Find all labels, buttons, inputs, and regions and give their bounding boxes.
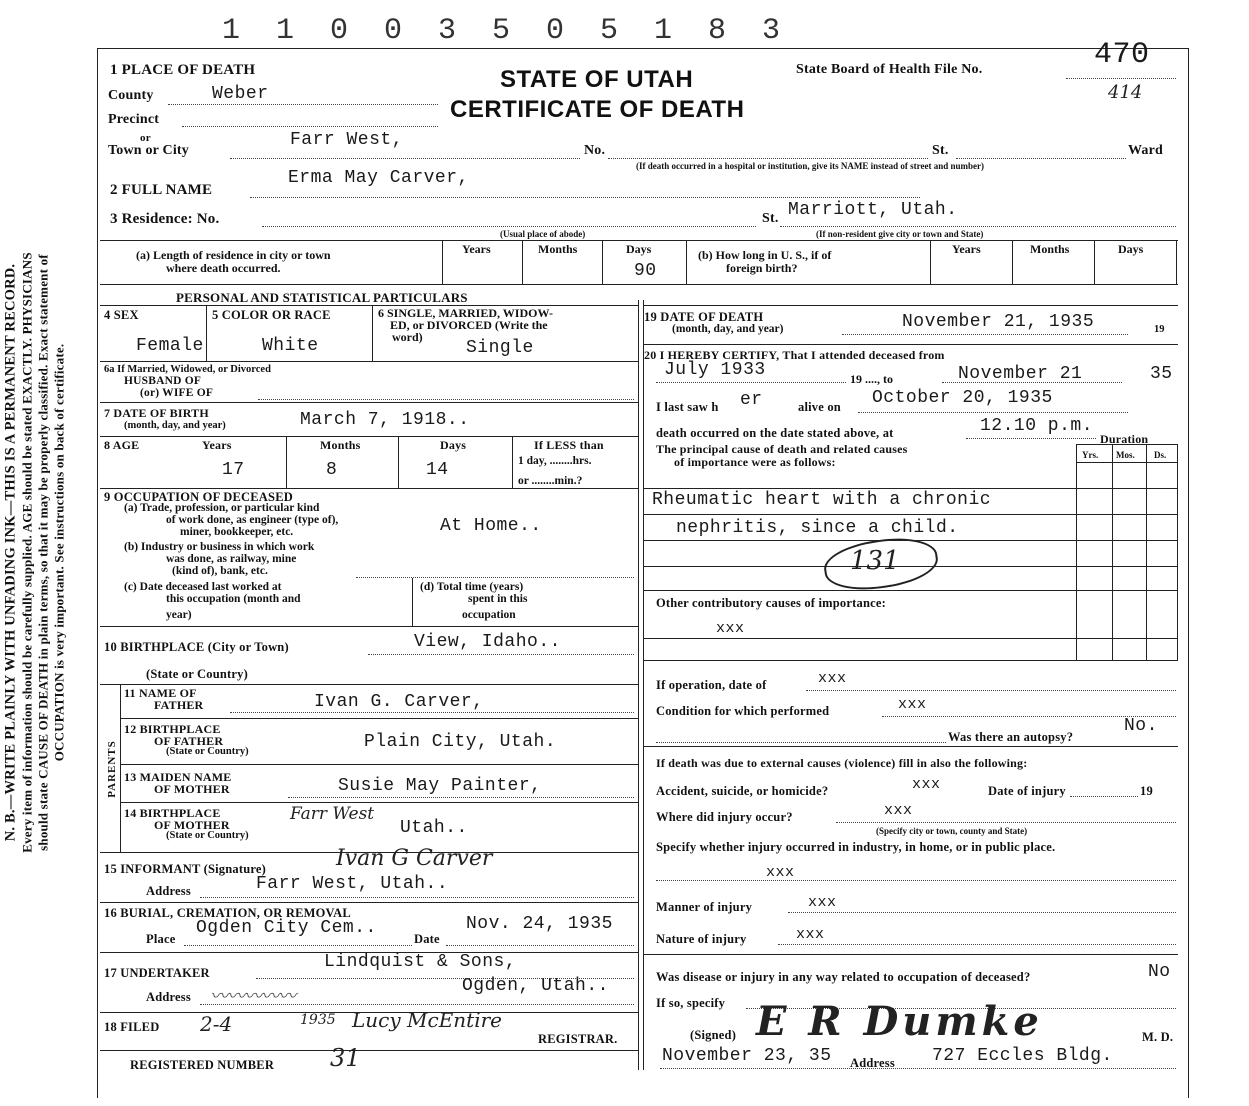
residence-no-line [262, 226, 756, 227]
us-months-line [1012, 240, 1013, 284]
burial-date-value: Nov. 24, 1935 [466, 914, 613, 934]
place-of-death-label: 1 PLACE OF DEATH [110, 62, 256, 78]
us-years-line [930, 240, 931, 284]
burial-place-line [184, 945, 412, 946]
injury-year: 19 [1140, 784, 1153, 798]
duration-box [1076, 444, 1178, 661]
age-months-label: Months [320, 438, 361, 452]
file-no-label: State Board of Health File No. [796, 62, 983, 77]
duration-mos: Mos. [1116, 450, 1135, 460]
full-name-label: 2 FULL NAME [110, 182, 213, 198]
age-label: 8 AGE [104, 438, 140, 452]
alive-label: alive on [798, 400, 841, 414]
mother-line [288, 797, 634, 798]
dod-suffix: 19 [1154, 324, 1165, 335]
res-days-value: 90 [634, 261, 657, 281]
days-col-line [602, 240, 603, 284]
sex-value: Female [136, 336, 204, 356]
county-value: Weber [212, 84, 269, 104]
marital-value: Single [466, 338, 534, 358]
row-line-16 [100, 902, 638, 903]
injury-date-line [1070, 796, 1138, 797]
precinct-label: Precinct [108, 112, 160, 127]
usual-abode-note: (Usual place of abode) [500, 229, 586, 239]
reg-number-label: REGISTERED NUMBER [130, 1058, 275, 1072]
parents-label: PARENTS [105, 740, 118, 798]
margin-line-1: N. B.—WRITE PLAINLY WITH UNFADING INK—THIS IS A PERMANENT RECORD. [2, 263, 19, 842]
accident-label: Accident, suicide, or homicide? [656, 784, 829, 798]
occupation-value: At Home.. [440, 516, 542, 536]
condition-value: xxx [898, 696, 927, 713]
res-months-label: Months [538, 242, 578, 256]
father-line [230, 712, 634, 713]
personal-top-line [100, 305, 638, 306]
file-number: 470 [1094, 38, 1150, 72]
duration-col-1 [1112, 444, 1113, 660]
age-years-value: 17 [222, 460, 245, 480]
duration-col-2 [1146, 444, 1147, 660]
town-value: Farr West, [290, 130, 404, 150]
occ-d1: (d) Total time (years) [420, 581, 524, 593]
occ-a3: miner, bookkeeper, etc. [180, 526, 294, 538]
age-days-label: Days [440, 438, 467, 452]
reg-number-value: 31 [330, 1044, 361, 1072]
father-birthplace-value: Plain City, Utah. [364, 732, 557, 752]
cause-line-6 [643, 638, 1178, 639]
row-line-9 [100, 488, 638, 489]
registrar-signature: Lucy McEntire [352, 1008, 503, 1032]
occ-a1: (a) Trade, profession, or particular kind [124, 502, 320, 514]
occupation-related-value: No [1148, 962, 1171, 982]
to-date: November 21 [958, 364, 1083, 384]
birthplace-value: View, Idaho.. [414, 632, 561, 652]
spouse-label-a: 6a If Married, Widowed, or Divorced [104, 364, 271, 375]
occ-c2: this occupation (month and [166, 593, 301, 605]
us-days-label: Days [1118, 242, 1144, 256]
county-line [168, 104, 438, 105]
marital-label-a: 6 SINGLE, MARRIED, WIDOW- [378, 306, 554, 320]
manner-label: Manner of injury [656, 900, 753, 914]
death-occurred-label: death occurred on the date stated above, at [656, 426, 894, 440]
manner-line [788, 912, 1176, 913]
informant-address-value: Farr West, Utah.. [256, 874, 449, 894]
spouse-label-c: (or) WIFE OF [140, 387, 214, 399]
occ-a2: of work done, as engineer (type of), [166, 514, 339, 526]
cause-line-5 [643, 590, 1178, 591]
personal-section-title: PERSONAL AND STATISTICAL PARTICULARS [176, 290, 468, 305]
dod-label-b: (month, day, and year) [672, 323, 784, 335]
injury-date-label: Date of injury [988, 784, 1066, 798]
age-less-label: If LESS than [534, 438, 604, 452]
occ-c1: (c) Date deceased last worked at [124, 581, 282, 593]
mbirth-label-a: 14 BIRTHPLACE [124, 806, 221, 820]
right-row-20 [643, 344, 1178, 345]
duration-yrs: Yrs. [1082, 450, 1099, 460]
where-line [836, 822, 1176, 823]
registrar-label: REGISTRAR. [538, 1032, 618, 1046]
burial-date-line [446, 945, 634, 946]
fbirth-label-c: (State or Country) [166, 746, 249, 757]
filed-year: 1935 [300, 1012, 336, 1028]
external-top-line [643, 746, 1178, 747]
father-label-a: 11 NAME OF [124, 686, 197, 700]
informant-address-label: Address [146, 884, 191, 898]
st-label: St. [932, 143, 949, 158]
death-time-line [966, 438, 1096, 439]
manner-value: xxx [808, 894, 837, 911]
where-note: (Specify city or town, county and State) [876, 826, 1028, 836]
autopsy-line-left [656, 742, 946, 743]
age-years-label: Years [202, 438, 232, 452]
age-col-3 [512, 436, 513, 488]
cause-bottom-line [643, 660, 1178, 661]
mother-label-a: 13 MAIDEN NAME [124, 770, 232, 784]
town-label: Town or City [108, 143, 189, 158]
dod-value: November 21, 1935 [902, 312, 1095, 332]
cause-1: Rheumatic heart with a chronic [652, 490, 992, 510]
occ-b1: (b) Industry or business in which work [124, 541, 315, 553]
undertaker-label: 17 UNDERTAKER [104, 966, 210, 980]
nature-label: Nature of injury [656, 932, 747, 946]
residence-st-label: St. [762, 211, 779, 226]
mother-value: Susie May Painter, [338, 776, 542, 796]
certify-label: 20 I HEREBY CERTIFY, That I attended deceased from [644, 348, 945, 362]
row-line-6 [100, 361, 638, 362]
occ-cd-line [412, 578, 413, 626]
accident-value: xxx [912, 776, 941, 793]
cause-code: 131 [850, 546, 900, 576]
mbirth-label-c: (State or Country) [166, 830, 249, 841]
residence-row-bottom [100, 284, 1178, 285]
informant-address-line [200, 897, 634, 898]
to-label: 19 ...., to [850, 372, 893, 386]
outer-border-right [1188, 48, 1189, 1098]
color-col-line [372, 305, 373, 361]
dob-label-a: 7 DATE OF BIRTH [104, 406, 209, 420]
fbirth-label-b: OF FATHER [154, 734, 224, 748]
nonresident-note: (If non-resident give city or town and State) [816, 229, 984, 239]
occ-d3: occupation [462, 609, 516, 621]
mother-label-b: OF MOTHER [154, 782, 230, 796]
months-col-line [522, 240, 523, 284]
age-days-value: 14 [426, 460, 449, 480]
autopsy-label: Was there an autopsy? [948, 730, 1074, 744]
row-line-13 [120, 764, 638, 765]
operation-value: xxx [818, 670, 847, 687]
color-label: 5 COLOR OR RACE [212, 308, 331, 322]
us-years-label: Years [952, 242, 981, 256]
residence-line [780, 226, 1176, 227]
file-number-handwritten: 414 [1108, 82, 1143, 103]
md-label: M. D. [1142, 1030, 1174, 1044]
last-saw-her: er [740, 390, 763, 410]
age-col-1 [286, 436, 287, 488]
row-line-7 [100, 402, 638, 403]
occ-b-line [356, 577, 634, 578]
spouse-line [258, 399, 634, 400]
mother-birthplace-handwritten: Farr West [290, 804, 375, 824]
duration-ds: Ds. [1154, 450, 1167, 460]
burial-date-label: Date [414, 932, 440, 946]
undertaker-value: Lindquist & Sons, [324, 952, 517, 972]
filed-label: 18 FILED [104, 1020, 160, 1034]
birthplace-line [368, 654, 634, 655]
occ-b3: (kind of), bank, etc. [172, 565, 268, 577]
row-line-8 [100, 436, 638, 437]
color-value: White [262, 336, 319, 356]
town-line [230, 158, 580, 159]
sex-col-line [206, 305, 207, 361]
row-line-10 [100, 626, 638, 627]
autopsy-value: No. [1124, 716, 1158, 736]
row-line-11 [100, 684, 638, 685]
margin-line-4: OCCUPATION is very important. See instructions on back of certificate. [51, 343, 67, 762]
specify-value: xxx [766, 864, 795, 881]
undertaker-signature-scribble: 〰〰〰〰〰 [210, 986, 295, 1007]
other-causes-value: xxx [716, 620, 745, 637]
dob-label-b: (month, day, and year) [124, 420, 226, 431]
occ-c3: year) [166, 609, 192, 621]
right-top-line [643, 305, 1178, 306]
title-state: STATE OF UTAH [500, 66, 694, 93]
burial-label: 16 BURIAL, CREMATION, OR REMOVAL [104, 906, 351, 920]
other-causes-label: Other contributory causes of importance: [656, 596, 886, 610]
physician-line [660, 1068, 1176, 1069]
operation-line [806, 690, 1176, 691]
res-days-label: Days [626, 242, 652, 256]
res-years-label: Years [462, 242, 491, 256]
age-day-label: 1 day, ........hrs. [518, 455, 592, 467]
no-line [608, 158, 928, 159]
margin-notes [3, 53, 68, 1053]
father-value: Ivan G. Carver, [314, 692, 484, 712]
st-line [956, 158, 1126, 159]
age-min-label: or ........min.? [518, 475, 583, 487]
cause-line-1 [643, 488, 1178, 489]
us-days-end [1176, 240, 1177, 284]
last-saw-date: October 20, 1935 [872, 388, 1053, 408]
duration-header-line [1076, 462, 1178, 463]
us-label-b: foreign birth? [726, 261, 798, 275]
age-months-value: 8 [326, 460, 338, 480]
residence-label: 3 Residence: No. [110, 211, 220, 227]
file-no-line [1066, 78, 1176, 79]
sex-label: 4 SEX [104, 308, 139, 322]
burial-place-value: Ogden City Cem.. [196, 918, 377, 938]
hospital-note: (If death occurred in a hospital or institution, give its NAME instead of street and number) [636, 161, 985, 171]
margin-line-3: should state CAUSE OF DEATH in plain terms, so that it may be properly classified. Exact statement of [35, 254, 51, 851]
birthplace-label: 10 BIRTHPLACE (City or Town) [104, 640, 289, 654]
occupation-related-top-line [643, 954, 1178, 955]
last-saw-label: I last saw h [656, 400, 719, 414]
serial-number: 1 1 0 0 3 5 0 5 1 8 3 [222, 14, 790, 48]
dod-label-a: 19 DATE OF DEATH [644, 310, 764, 324]
days-col-end [686, 240, 687, 284]
us-months-label: Months [1030, 242, 1070, 256]
duration-label: Duration [1100, 432, 1149, 446]
county-label: County [108, 88, 154, 103]
parents-col-line [120, 684, 121, 852]
informant-signature: Ivan G Carver [336, 846, 493, 871]
or-label: or [140, 132, 151, 144]
cause-label-a: The principal cause of death and related causes [656, 442, 908, 456]
age-col-2 [398, 436, 399, 488]
residence-value: Marriott, Utah. [788, 200, 958, 220]
ward-label: Ward [1128, 143, 1164, 158]
occ-b2: was done, as railway, mine [166, 553, 297, 565]
row-line-12 [120, 718, 638, 719]
marital-label-c: word) [392, 330, 423, 344]
row-line-14 [120, 802, 638, 803]
occupation-label: 9 OCCUPATION OF DECEASED [104, 490, 293, 504]
to-year: 35 [1150, 364, 1173, 384]
where-value: xxx [884, 802, 913, 819]
last-saw-line [858, 412, 1128, 413]
from-date: July 1933 [664, 360, 766, 380]
sign-date: November 23, 35 [662, 1046, 832, 1066]
marital-label-b: ED, or DIVORCED (Write the [390, 318, 548, 332]
precinct-line [182, 126, 438, 127]
fbirth-label-a: 12 BIRTHPLACE [124, 722, 221, 736]
specify-label: Specify whether injury occurred in industry, in home, or in public place. [656, 840, 1056, 854]
mbirth-label-b: OF MOTHER [154, 818, 230, 832]
filed-date-handwritten: 2-4 [200, 1012, 233, 1036]
burial-place-label: Place [146, 932, 176, 946]
full-name-line [250, 197, 920, 198]
cause-line-2 [643, 514, 1178, 515]
physician-address: 727 Eccles Bldg. [932, 1046, 1113, 1066]
informant-label: 15 INFORMANT (Signature) [104, 862, 266, 876]
us-label-a: (b) How long in U. S., if of [698, 248, 832, 262]
cause-label-b: of importance were as follows: [674, 455, 836, 469]
outer-border-top [97, 48, 1189, 49]
operation-label: If operation, date of [656, 678, 767, 692]
length-label-b: where death occurred. [166, 261, 281, 275]
condition-label: Condition for which performed [656, 704, 830, 718]
row-line-19 [100, 1050, 638, 1051]
dod-line [842, 334, 1128, 335]
mother-birthplace-value: Utah.. [400, 818, 468, 838]
physician-address-label: Address [850, 1056, 895, 1070]
signed-label: (Signed) [690, 1028, 737, 1042]
spouse-label-b: HUSBAND OF [124, 375, 202, 387]
if-so-label: If so, specify [656, 996, 726, 1010]
occupation-related-label: Was disease or injury in any way related to occupation of deceased? [656, 970, 1031, 984]
birthplace-state-label: (State or Country) [146, 667, 248, 681]
nature-value: xxx [796, 926, 825, 943]
full-name-value: Erma May Carver, [288, 168, 469, 188]
where-label: Where did injury occur? [656, 810, 793, 824]
death-time: 12.10 p.m. [980, 416, 1094, 436]
cause-2: nephritis, since a child. [676, 518, 959, 538]
specify-line [656, 880, 1176, 881]
physician-signature: E R Dumke [756, 998, 1043, 1045]
column-divider [638, 300, 639, 1070]
occ-d2: spent in this [468, 593, 528, 605]
undertaker-address-value: Ogden, Utah.. [462, 976, 609, 996]
dob-value: March 7, 1918.. [300, 410, 470, 430]
father-label-b: FATHER [154, 698, 204, 712]
margin-line-2: Every item of information should be carefully supplied. AGE should be stated EXACTLY. PHYSICIANS [19, 252, 35, 853]
from-line [656, 382, 846, 383]
length-label-a: (a) Length of residence in city or town [136, 248, 331, 262]
outer-border-left [97, 48, 98, 1098]
nature-line [778, 944, 1176, 945]
undertaker-address-label: Address [146, 990, 191, 1004]
residence-row-top [100, 240, 1178, 241]
title-certificate: CERTIFICATE OF DEATH [450, 96, 745, 123]
years-col-line [442, 240, 443, 284]
external-label: If death was due to external causes (violence) fill in also the following: [656, 756, 1028, 770]
no-label: No. [584, 143, 606, 158]
us-days-line [1094, 240, 1095, 284]
